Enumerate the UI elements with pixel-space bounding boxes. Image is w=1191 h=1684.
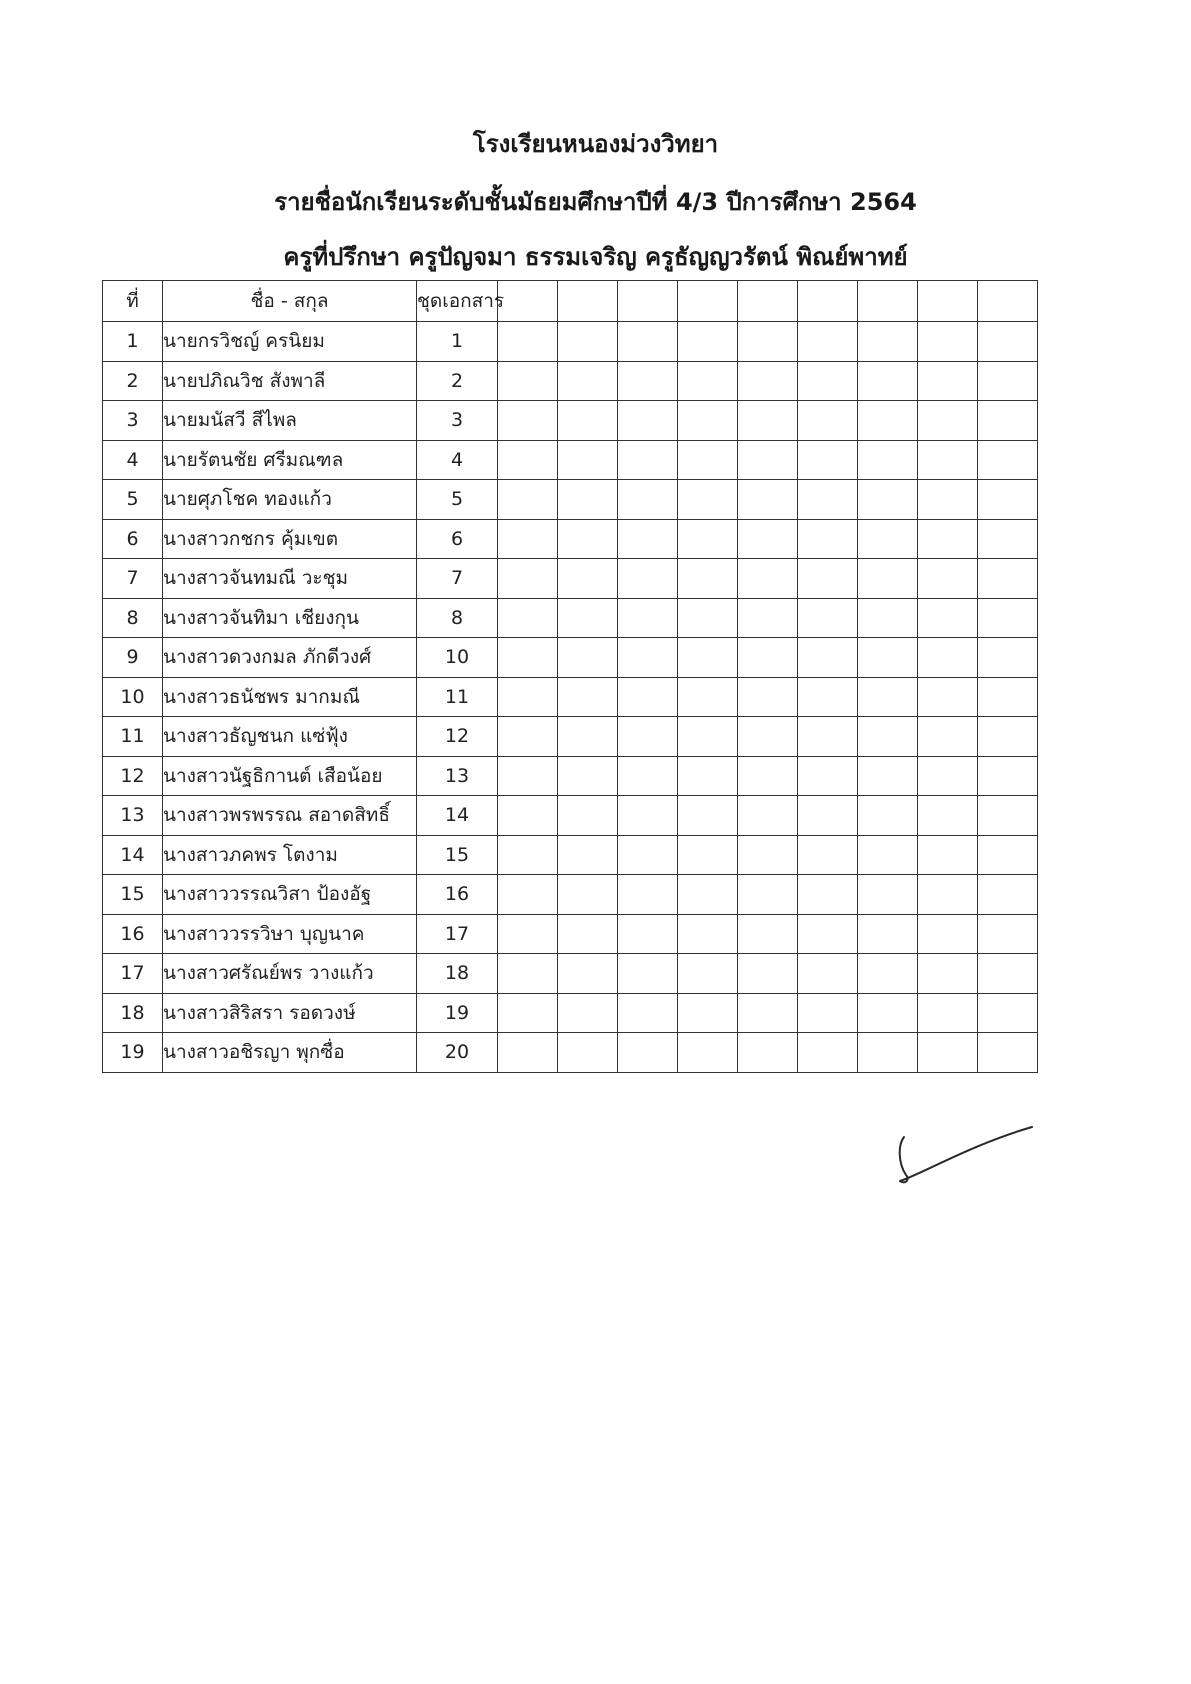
blank-cell <box>678 638 738 678</box>
blank-cell <box>858 480 918 520</box>
row-number: 11 <box>103 717 163 757</box>
blank-column-header <box>798 281 858 322</box>
blank-cell <box>618 598 678 638</box>
row-number: 14 <box>103 835 163 875</box>
blank-cell <box>738 638 798 678</box>
blank-cell <box>618 835 678 875</box>
blank-cell <box>858 756 918 796</box>
blank-cell <box>678 559 738 599</box>
blank-cell <box>498 717 558 757</box>
student-name: นางสาวนัฐธิกานต์ เสือน้อย <box>163 756 417 796</box>
blank-cell <box>618 875 678 915</box>
blank-cell <box>738 322 798 362</box>
blank-cell <box>678 796 738 836</box>
student-name: นางสาววรรวิษา บุญนาค <box>163 914 417 954</box>
blank-cell <box>678 717 738 757</box>
blank-cell <box>678 401 738 441</box>
blank-cell <box>678 440 738 480</box>
row-number: 3 <box>103 401 163 441</box>
document-set-number: 19 <box>417 993 498 1033</box>
document-set-number: 7 <box>417 559 498 599</box>
blank-cell <box>498 638 558 678</box>
blank-cell <box>798 480 858 520</box>
blank-cell <box>858 440 918 480</box>
document-set-number: 1 <box>417 322 498 362</box>
blank-cell <box>798 993 858 1033</box>
row-number: 7 <box>103 559 163 599</box>
blank-cell <box>858 519 918 559</box>
blank-cell <box>618 559 678 599</box>
blank-cell <box>858 796 918 836</box>
column-header-name: ชื่อ - สกุล <box>163 281 417 322</box>
class-title: รายชื่อนักเรียนระดับชั้นมัธยมศึกษาปีที่ 4/3 ปีการศึกษา 2564 <box>274 188 917 216</box>
blank-column-header <box>558 281 618 322</box>
blank-cell <box>918 401 978 441</box>
blank-cell <box>678 954 738 994</box>
blank-cell <box>678 756 738 796</box>
blank-cell <box>918 440 978 480</box>
blank-cell <box>558 519 618 559</box>
blank-cell <box>798 519 858 559</box>
blank-cell <box>738 480 798 520</box>
blank-cell <box>738 875 798 915</box>
blank-cell <box>678 361 738 401</box>
blank-cell <box>618 322 678 362</box>
student-name: นายศุภโชค ทองแก้ว <box>163 480 417 520</box>
table-row <box>103 954 1038 994</box>
blank-cell <box>678 519 738 559</box>
blank-cell <box>798 440 858 480</box>
row-number: 19 <box>103 1033 163 1073</box>
document-set-number: 2 <box>417 361 498 401</box>
blank-cell <box>858 954 918 994</box>
blank-cell <box>798 401 858 441</box>
table-row <box>103 796 1038 836</box>
blank-cell <box>678 598 738 638</box>
student-name: นางสาวศรัณย์พร วางแก้ว <box>163 954 417 994</box>
row-number: 6 <box>103 519 163 559</box>
blank-cell <box>858 598 918 638</box>
blank-cell <box>498 361 558 401</box>
table-row <box>103 1033 1038 1073</box>
row-number: 8 <box>103 598 163 638</box>
student-name: นางสาวจันทมณี วะชุม <box>163 559 417 599</box>
blank-cell <box>978 559 1038 599</box>
blank-cell <box>858 677 918 717</box>
row-number: 4 <box>103 440 163 480</box>
blank-cell <box>978 677 1038 717</box>
table-row <box>103 993 1038 1033</box>
blank-cell <box>978 401 1038 441</box>
blank-cell <box>978 598 1038 638</box>
blank-cell <box>618 954 678 994</box>
blank-cell <box>798 954 858 994</box>
blank-cell <box>798 756 858 796</box>
table-row <box>103 835 1038 875</box>
blank-cell <box>978 796 1038 836</box>
blank-cell <box>558 638 618 678</box>
blank-cell <box>738 519 798 559</box>
document-set-number: 13 <box>417 756 498 796</box>
blank-cell <box>918 480 978 520</box>
document-set-number: 3 <box>417 401 498 441</box>
blank-cell <box>558 756 618 796</box>
student-name: นางสาวธัญชนก แซ่ฟุ้ง <box>163 717 417 757</box>
blank-cell <box>918 835 978 875</box>
blank-cell <box>798 717 858 757</box>
blank-cell <box>738 1033 798 1073</box>
table-row <box>103 638 1038 678</box>
blank-cell <box>978 519 1038 559</box>
blank-cell <box>618 717 678 757</box>
blank-cell <box>618 480 678 520</box>
blank-cell <box>738 361 798 401</box>
blank-cell <box>498 796 558 836</box>
blank-cell <box>858 638 918 678</box>
school-title: โรงเรียนหนองม่วงวิทยา <box>472 130 719 158</box>
document-set-number: 17 <box>417 914 498 954</box>
blank-cell <box>678 677 738 717</box>
blank-cell <box>918 993 978 1033</box>
table-row <box>103 914 1038 954</box>
blank-cell <box>798 835 858 875</box>
blank-column-header <box>678 281 738 322</box>
column-header-document-set: ชุดเอกสาร <box>417 281 498 322</box>
blank-cell <box>918 954 978 994</box>
blank-cell <box>678 875 738 915</box>
student-name: นายรัตนชัย ศรีมณฑล <box>163 440 417 480</box>
blank-cell <box>738 954 798 994</box>
blank-cell <box>498 440 558 480</box>
blank-cell <box>738 796 798 836</box>
blank-cell <box>978 835 1038 875</box>
blank-cell <box>978 717 1038 757</box>
document-set-number: 10 <box>417 638 498 678</box>
blank-cell <box>498 756 558 796</box>
blank-cell <box>918 519 978 559</box>
blank-cell <box>558 480 618 520</box>
blank-cell <box>738 598 798 638</box>
blank-cell <box>798 322 858 362</box>
row-number: 2 <box>103 361 163 401</box>
document-set-number: 4 <box>417 440 498 480</box>
row-number: 9 <box>103 638 163 678</box>
blank-cell <box>678 914 738 954</box>
row-number: 1 <box>103 322 163 362</box>
student-name: นางสาวพรพรรณ สอาดสิทธิ์ <box>163 796 417 836</box>
blank-cell <box>978 361 1038 401</box>
blank-cell <box>558 835 618 875</box>
document-set-number: 16 <box>417 875 498 915</box>
blank-cell <box>498 954 558 994</box>
blank-cell <box>738 559 798 599</box>
blank-cell <box>738 914 798 954</box>
blank-cell <box>918 361 978 401</box>
row-number: 18 <box>103 993 163 1033</box>
document-set-number: 18 <box>417 954 498 994</box>
blank-cell <box>618 401 678 441</box>
table-row <box>103 361 1038 401</box>
blank-cell <box>738 993 798 1033</box>
blank-cell <box>618 1033 678 1073</box>
table-body <box>103 322 1038 1073</box>
student-name: นางสาวภคพร โตงาม <box>163 835 417 875</box>
table-row <box>103 322 1038 362</box>
student-name: นางสาวธนัชพร มากมณี <box>163 677 417 717</box>
blank-cell <box>918 914 978 954</box>
blank-cell <box>678 1033 738 1073</box>
document-set-number: 12 <box>417 717 498 757</box>
table-row <box>103 717 1038 757</box>
blank-cell <box>978 322 1038 362</box>
table-row <box>103 598 1038 638</box>
blank-cell <box>918 756 978 796</box>
row-number: 12 <box>103 756 163 796</box>
blank-cell <box>558 875 618 915</box>
document-set-number: 6 <box>417 519 498 559</box>
blank-cell <box>798 796 858 836</box>
blank-cell <box>558 559 618 599</box>
row-number: 16 <box>103 914 163 954</box>
blank-cell <box>738 756 798 796</box>
blank-cell <box>558 440 618 480</box>
blank-cell <box>498 993 558 1033</box>
blank-cell <box>618 756 678 796</box>
blank-cell <box>738 677 798 717</box>
blank-column-header <box>858 281 918 322</box>
blank-cell <box>498 480 558 520</box>
blank-cell <box>858 322 918 362</box>
blank-cell <box>918 677 978 717</box>
row-number: 5 <box>103 480 163 520</box>
blank-cell <box>678 835 738 875</box>
blank-cell <box>798 559 858 599</box>
blank-cell <box>798 1033 858 1073</box>
table-row <box>103 875 1038 915</box>
document-set-number: 20 <box>417 1033 498 1073</box>
student-name: นายมนัสวี สีไพล <box>163 401 417 441</box>
row-number: 17 <box>103 954 163 994</box>
blank-cell <box>558 598 618 638</box>
blank-cell <box>498 598 558 638</box>
blank-cell <box>738 401 798 441</box>
student-name: นางสาวจันทิมา เชียงกุน <box>163 598 417 638</box>
signature-mark <box>890 1115 1040 1195</box>
student-name: นางสาวสิริสรา รอดวงษ์ <box>163 993 417 1033</box>
blank-cell <box>858 835 918 875</box>
student-name: นายปภิณวิช สังพาลี <box>163 361 417 401</box>
row-number: 10 <box>103 677 163 717</box>
blank-cell <box>738 440 798 480</box>
advisor-line: ครูที่ปรึกษา ครูปัญจมา ธรรมเจริญ ครูธัญญวรัตน์ พิณย์พาทย์ <box>283 243 908 271</box>
blank-cell <box>618 677 678 717</box>
blank-cell <box>618 519 678 559</box>
row-number: 15 <box>103 875 163 915</box>
blank-cell <box>798 361 858 401</box>
blank-cell <box>558 954 618 994</box>
student-name: นางสาวกชกร คุ้มเขต <box>163 519 417 559</box>
blank-cell <box>618 993 678 1033</box>
blank-cell <box>918 598 978 638</box>
blank-cell <box>978 638 1038 678</box>
blank-cell <box>858 1033 918 1073</box>
blank-cell <box>738 835 798 875</box>
blank-cell <box>498 401 558 441</box>
student-name: นายกรวิชญ์ ครนิยม <box>163 322 417 362</box>
blank-cell <box>978 993 1038 1033</box>
blank-cell <box>978 1033 1038 1073</box>
blank-cell <box>618 914 678 954</box>
blank-cell <box>858 361 918 401</box>
table-row <box>103 401 1038 441</box>
blank-cell <box>918 322 978 362</box>
blank-column-header <box>498 281 558 322</box>
blank-cell <box>798 638 858 678</box>
blank-cell <box>858 914 918 954</box>
table-header-row <box>103 281 1038 322</box>
blank-cell <box>558 914 618 954</box>
blank-cell <box>558 677 618 717</box>
table-row <box>103 677 1038 717</box>
blank-cell <box>858 993 918 1033</box>
blank-cell <box>918 1033 978 1073</box>
blank-cell <box>498 1033 558 1073</box>
blank-cell <box>678 480 738 520</box>
blank-cell <box>978 756 1038 796</box>
blank-cell <box>978 440 1038 480</box>
blank-cell <box>798 677 858 717</box>
document-set-number: 14 <box>417 796 498 836</box>
blank-cell <box>498 519 558 559</box>
blank-cell <box>798 875 858 915</box>
blank-cell <box>858 559 918 599</box>
table-row <box>103 440 1038 480</box>
blank-cell <box>918 717 978 757</box>
blank-column-header <box>978 281 1038 322</box>
blank-cell <box>978 480 1038 520</box>
column-header-number: ที่ <box>103 281 163 322</box>
document-set-number: 5 <box>417 480 498 520</box>
blank-cell <box>558 717 618 757</box>
blank-cell <box>498 322 558 362</box>
blank-cell <box>498 677 558 717</box>
blank-cell <box>858 401 918 441</box>
table-row <box>103 480 1038 520</box>
blank-cell <box>558 401 618 441</box>
blank-cell <box>918 875 978 915</box>
blank-cell <box>558 322 618 362</box>
blank-cell <box>858 875 918 915</box>
blank-cell <box>618 796 678 836</box>
table-row <box>103 559 1038 599</box>
table-row <box>103 519 1038 559</box>
blank-cell <box>678 322 738 362</box>
document-set-number: 15 <box>417 835 498 875</box>
blank-column-header <box>918 281 978 322</box>
blank-cell <box>978 914 1038 954</box>
student-name: นางสาวดวงกมล ภักดีวงศ์ <box>163 638 417 678</box>
blank-cell <box>978 954 1038 994</box>
blank-cell <box>918 559 978 599</box>
blank-cell <box>978 875 1038 915</box>
blank-cell <box>618 440 678 480</box>
blank-cell <box>498 875 558 915</box>
table-row <box>103 756 1038 796</box>
blank-cell <box>798 598 858 638</box>
blank-cell <box>618 638 678 678</box>
student-roster-table <box>102 280 1038 1073</box>
blank-cell <box>498 559 558 599</box>
blank-cell <box>678 993 738 1033</box>
blank-cell <box>918 796 978 836</box>
blank-column-header <box>618 281 678 322</box>
blank-cell <box>918 638 978 678</box>
student-name: นางสาววรรณวิสา ป้องอัฐ <box>163 875 417 915</box>
blank-cell <box>858 717 918 757</box>
blank-cell <box>498 835 558 875</box>
student-name: นางสาวอชิรญา พุกซื่อ <box>163 1033 417 1073</box>
row-number: 13 <box>103 796 163 836</box>
blank-cell <box>498 914 558 954</box>
blank-cell <box>558 796 618 836</box>
blank-cell <box>798 914 858 954</box>
blank-cell <box>558 361 618 401</box>
blank-cell <box>618 361 678 401</box>
blank-cell <box>738 717 798 757</box>
document-set-number: 8 <box>417 598 498 638</box>
blank-column-header <box>738 281 798 322</box>
document-set-number: 11 <box>417 677 498 717</box>
blank-cell <box>558 1033 618 1073</box>
blank-cell <box>558 993 618 1033</box>
